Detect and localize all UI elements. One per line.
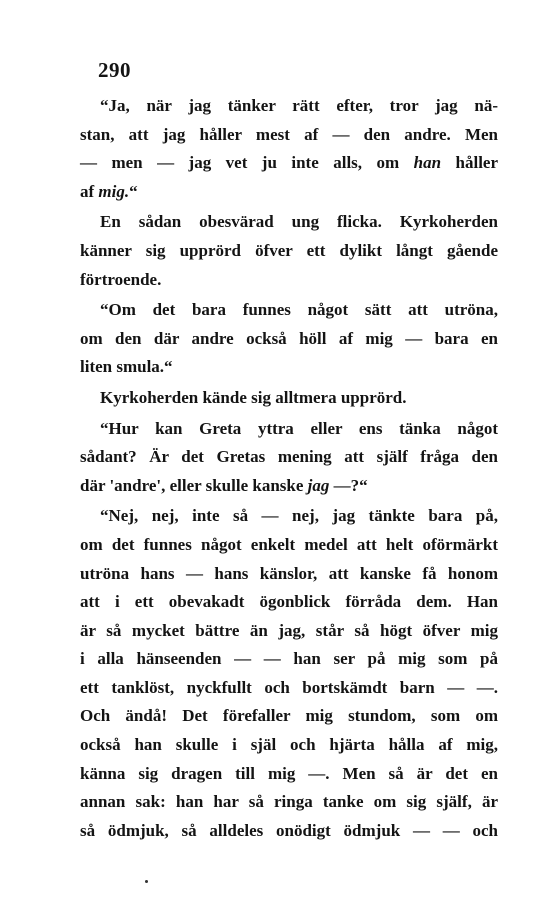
text-line: Och ändå! Det förefaller mig stundom, som om [80, 706, 498, 726]
emphasized-word: jag [307, 475, 330, 495]
ink-speck [145, 880, 148, 883]
text-line: “Hur kan Greta yttra eller ens tänka något [100, 418, 498, 438]
text-line: En sådan obesvärad ung flicka. Kyrkoherden [100, 212, 498, 232]
text-line: så ödmjuk, så alldeles onödigt ödmjuk — — och [80, 820, 498, 840]
text-line: stan, att jag håller mest af — den andre. Men [80, 124, 498, 144]
text-line: är så mycket bättre än jag, står så högt öfver mig [80, 620, 498, 640]
text-line: utröna hans — hans känslor, att kanske få honom [80, 563, 498, 583]
paragraph-6 [80, 502, 498, 845]
text-line: Kyrkoherden kände sig alltmera upprörd. [100, 387, 407, 407]
text-line [80, 178, 498, 207]
text-segment: håller [455, 153, 499, 173]
text-line: känner sig upprörd öfver ett dylikt långt gående [80, 240, 498, 260]
text-line: “Om det bara funnes något sätt att utröna, [100, 300, 498, 320]
text-segment: där 'andre', eller skulle kanske [80, 475, 304, 495]
paragraph-4 [80, 384, 498, 413]
text-segment: af [80, 181, 95, 201]
text-segment: — men — jag vet ju inte alls, om [80, 153, 400, 173]
text-line: om det funnes något enkelt medel att helt oförmärkt [80, 534, 498, 554]
text-line [80, 472, 498, 501]
text-line: annan sak: han har så ringa tanke om sig själf, är [80, 792, 498, 812]
paragraph-3 [80, 296, 498, 382]
text-line: “Nej, nej, inte så — nej, jag tänkte bara på, [100, 506, 498, 526]
text-line [80, 149, 498, 178]
text-line: att i ett obevakadt ögonblick förråda dem. Han [80, 592, 498, 612]
paragraph-2 [80, 208, 498, 294]
paragraph-1 [80, 92, 498, 206]
body-text [80, 92, 498, 847]
text-line: också han skulle i själ och hjärta hålla af mig, [80, 735, 498, 755]
emphasized-word: mig. [98, 181, 130, 201]
emphasized-word: han [413, 153, 442, 173]
page-number: 290 [98, 58, 131, 82]
text-line: “Ja, när jag tänker rätt efter, tror jag nä- [100, 96, 498, 115]
text-segment: —?“ [333, 475, 368, 495]
text-line: liten smula.“ [80, 357, 173, 377]
closing-quote: “ [129, 181, 138, 201]
text-line: sådant? Är det Gretas mening att själf fråga den [80, 447, 498, 467]
text-line: ett tanklöst, nyckfullt och bortskämdt barn — —. [80, 677, 498, 697]
text-line: i alla hänseenden — — han ser på mig som på [80, 649, 498, 669]
paragraph-5 [80, 415, 498, 501]
text-line: om den där andre också höll af mig — bara en [80, 328, 498, 348]
text-line: förtroende. [80, 269, 162, 289]
text-line: känna sig dragen till mig —. Men så är det en [80, 763, 498, 783]
